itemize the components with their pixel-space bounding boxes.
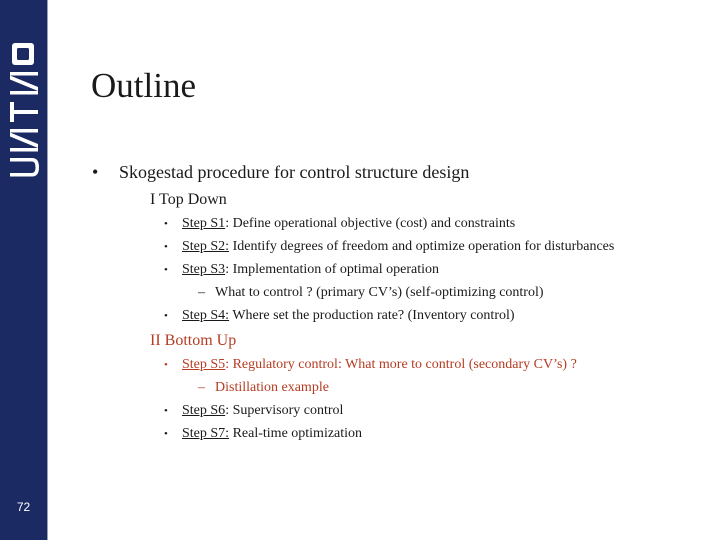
list-item-step-s1 — [164, 216, 515, 232]
step-sep: : — [225, 262, 230, 277]
bullet-icon: • — [164, 405, 168, 417]
top-down-heading: I Top Down — [150, 191, 227, 208]
dash-icon: – — [198, 380, 205, 395]
step-text: Identify degrees of freedom and optimize operation for disturbances — [229, 239, 615, 254]
step-label: Step S5 — [182, 357, 226, 372]
list-item-step-s3 — [164, 262, 439, 278]
step-sep: : — [225, 216, 230, 231]
bullet-icon: • — [92, 162, 99, 182]
list-item-step-s7 — [164, 426, 362, 442]
bullet-icon: • — [164, 428, 168, 440]
step-label: Step S2: — [182, 239, 230, 254]
list-item-step-s4 — [164, 308, 515, 324]
bottom-up-heading: II Bottom Up — [150, 332, 237, 349]
step-text: Regulatory control: What more to control (secondary CV’s) ? — [229, 357, 577, 372]
step-sep: : — [225, 403, 230, 418]
sidebar — [0, 0, 48, 540]
slide-title: Outline — [91, 66, 196, 105]
step-text: Define operational objective (cost) and constraints — [229, 216, 516, 231]
sub-item-s5 — [198, 380, 329, 396]
step-label: Step S1 — [182, 216, 226, 231]
step-text: Supervisory control — [229, 403, 344, 418]
step-text: Where set the production rate? (Inventory control) — [229, 308, 515, 323]
main-bullet-text: Skogestad procedure for control structure design — [119, 162, 470, 182]
step-label: Step S3 — [182, 262, 226, 277]
step-sep: : — [225, 357, 230, 372]
bullet-icon: • — [164, 310, 168, 322]
step-label: Step S4: — [182, 308, 230, 323]
bullet-icon: • — [164, 264, 168, 276]
bullet-icon: • — [164, 218, 168, 230]
step-text: Real-time optimization — [229, 426, 363, 441]
page-number: 72 — [16, 500, 31, 514]
step-text: Implementation of optimal operation — [229, 262, 440, 277]
step-label: Step S7: — [182, 426, 230, 441]
list-item-step-s2 — [164, 239, 614, 255]
dash-icon: – — [198, 285, 205, 300]
main-bullet — [92, 162, 469, 183]
list-item-step-s5 — [164, 357, 577, 373]
sub-item-text: Distillation example — [215, 380, 329, 395]
sub-item-s3 — [198, 285, 544, 301]
bullet-icon: • — [164, 359, 168, 371]
sub-item-text: What to control ? (primary CV’s) (self-optimizing control) — [215, 285, 544, 300]
step-label: Step S6 — [182, 403, 226, 418]
list-item-step-s6 — [164, 403, 343, 419]
ntnu-logo — [5, 40, 43, 180]
bullet-icon: • — [164, 241, 168, 253]
